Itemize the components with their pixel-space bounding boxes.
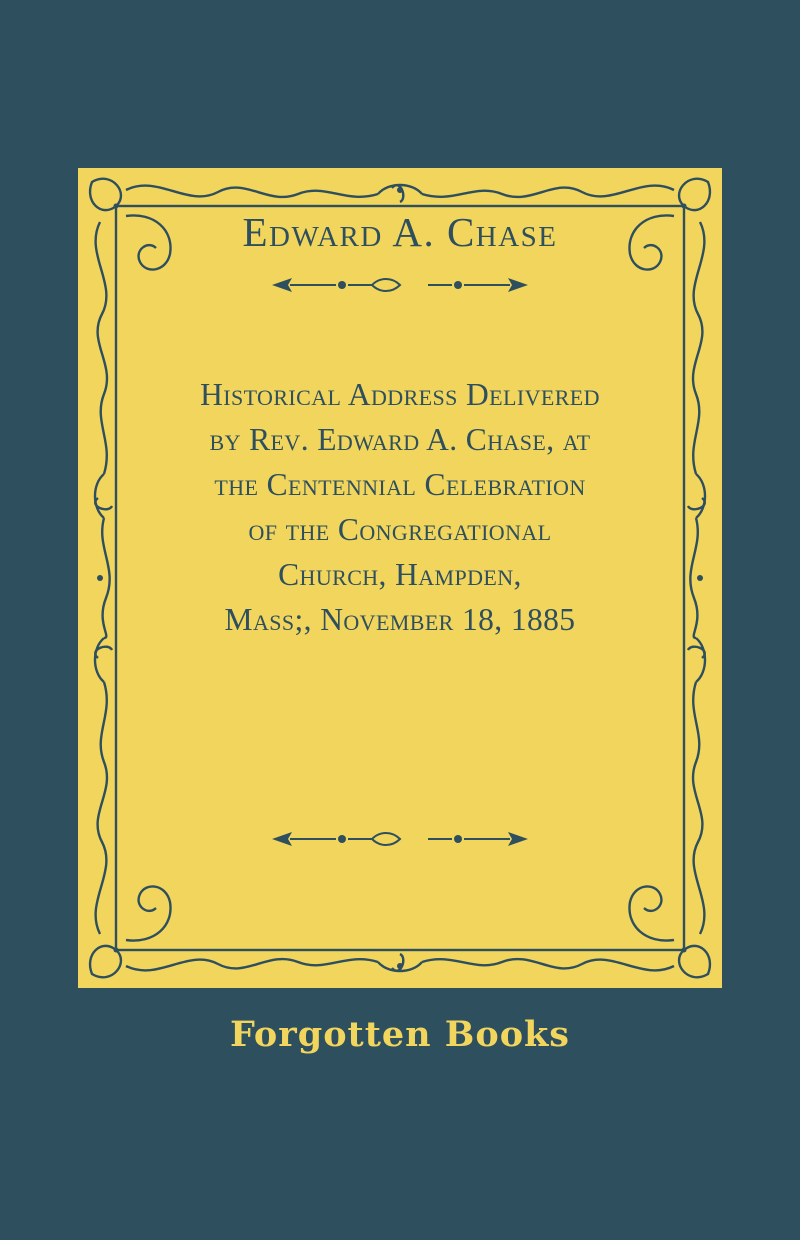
title-line: Mass;, November 18, 1885 (224, 602, 576, 637)
author-name: Edward A. Chase (242, 209, 558, 255)
book-title (110, 372, 690, 642)
title-line: by Rev. Edward A. Chase, at (209, 422, 591, 457)
title-line: Historical Address Delivered (200, 377, 600, 412)
divider-ornament-top-icon (78, 270, 722, 300)
publisher-logo: Forgotten Books (230, 1014, 570, 1055)
title-line: Church, Hampden, (278, 557, 522, 592)
divider-ornament-bottom-icon (78, 824, 722, 854)
title-line: of the Congregational (248, 512, 552, 547)
title-line: the Centennial Celebration (214, 467, 586, 502)
